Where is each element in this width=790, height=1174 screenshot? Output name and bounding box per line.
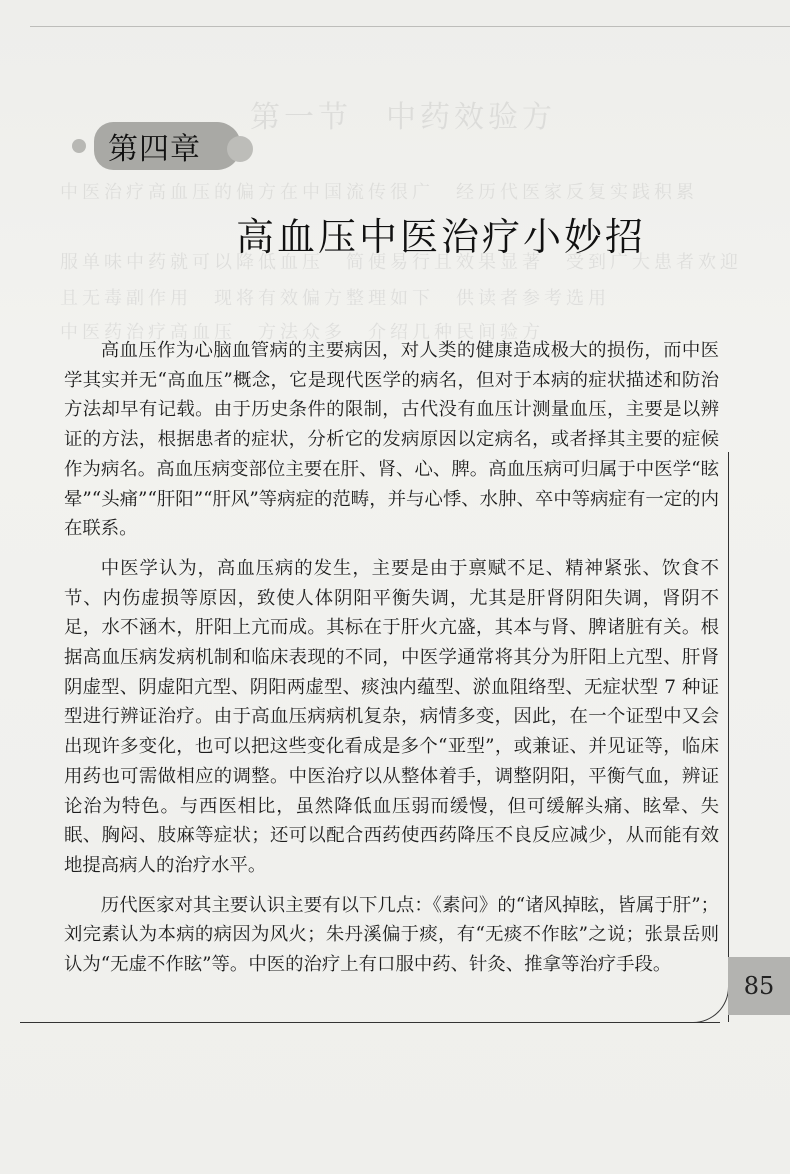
page-frame-right-rule xyxy=(728,452,729,1022)
chapter-title: 高血压中医治疗小妙招 xyxy=(236,215,647,259)
bleed-through-text: 第一节 中药效验方 xyxy=(250,100,556,135)
chapter-badge xyxy=(72,116,282,176)
page-frame-corner xyxy=(688,982,729,1023)
bleed-through-text: 且无毒副作用 现将有效偏方整理如下 供读者参考选用 xyxy=(60,288,610,309)
chapter-label: 第四章 xyxy=(108,132,201,167)
bullet-dot-icon xyxy=(72,139,86,153)
page-frame-bottom-rule xyxy=(20,1022,720,1023)
bleed-through-text: 中医治疗高血压的偏方在中国流传很广 经历代医家反复实践积累 xyxy=(60,182,698,203)
page-number: 85 xyxy=(743,972,775,1000)
bleed-through-text: 服单味中药就可以降低血压 简便易行且效果显著 受到广大患者欢迎 xyxy=(60,252,742,273)
body-text xyxy=(64,336,719,990)
paragraph: 中医学认为，高血压病的发生，主要是由于禀赋不足、精神紧张、饮食不节、内伤虚损等原因，致使人体阴阳平衡失调，尤其是肝肾阴阳失调，肾阴不足，水不涵木，肝阳上亢而成。其标在于肝火亢盛，其本与肾、脾诸脏有关。根据高血压病发病机制和临床表现的不同，中医学通常将其分为肝阳上亢型、肝肾阴虚型、阴虚阳亢型、阴阳两虚型、痰浊内蕴型、淤血阻络型、无症状型 7 种证型进行辨证治疗。由于高血压病病机复杂，病情多变，因此，在一个证型中又会出现许多变化，也可以把这些变化看成是多个“亚型”，或兼证、并见证等，临床用药也可需做相应的调整。中医治疗以从整体着手，调整阴阳，平衡气血，辨证论治为特色。与西医相比，虽然降低血压弱而缓慢，但可缓解头痛、眩晕、失眠、胸闷、肢麻等症状；还可以配合西药使西药降压不良反应减少，从而能有效地提高病人的治疗水平。 xyxy=(64,557,719,876)
paragraph: 历代医家对其主要认识主要有以下几点：《素问》的“诸风掉眩，皆属于肝”；刘完素认为本病的病因为风火；朱丹溪偏于痰，有“无痰不作眩”之说；张景岳则认为“无虚不作眩”等。中医的治疗上有口服中药、针灸、推拿等治疗手段。 xyxy=(64,894,719,976)
header-rule xyxy=(30,26,790,27)
paragraph: 高血压作为心脑血管病的主要病因，对人类的健康造成极大的损伤，而中医学其实并无“高血压”概念，它是现代医学的病名，但对于本病的症状描述和防治方法却早有记载。由于历史条件的限制，古代没有血压计测量血压，主要是以辨证的方法，根据患者的症状，分析它的发病原因以定病名，或者择其主要的症候作为病名。高血压病变部位主要在肝、肾、心、脾。高血压病可归属于中医学“眩晕”“头痛”“肝阳”“肝风”等病症的范畴，并与心悸、水肿、卒中等病症有一定的内在联系。 xyxy=(64,340,719,540)
page-number-tab xyxy=(728,957,790,1015)
bleed-through-text: 中医药治疗高血压 方法众多 介绍几种民间验方 xyxy=(60,322,544,343)
chapter-label-background xyxy=(94,122,241,170)
